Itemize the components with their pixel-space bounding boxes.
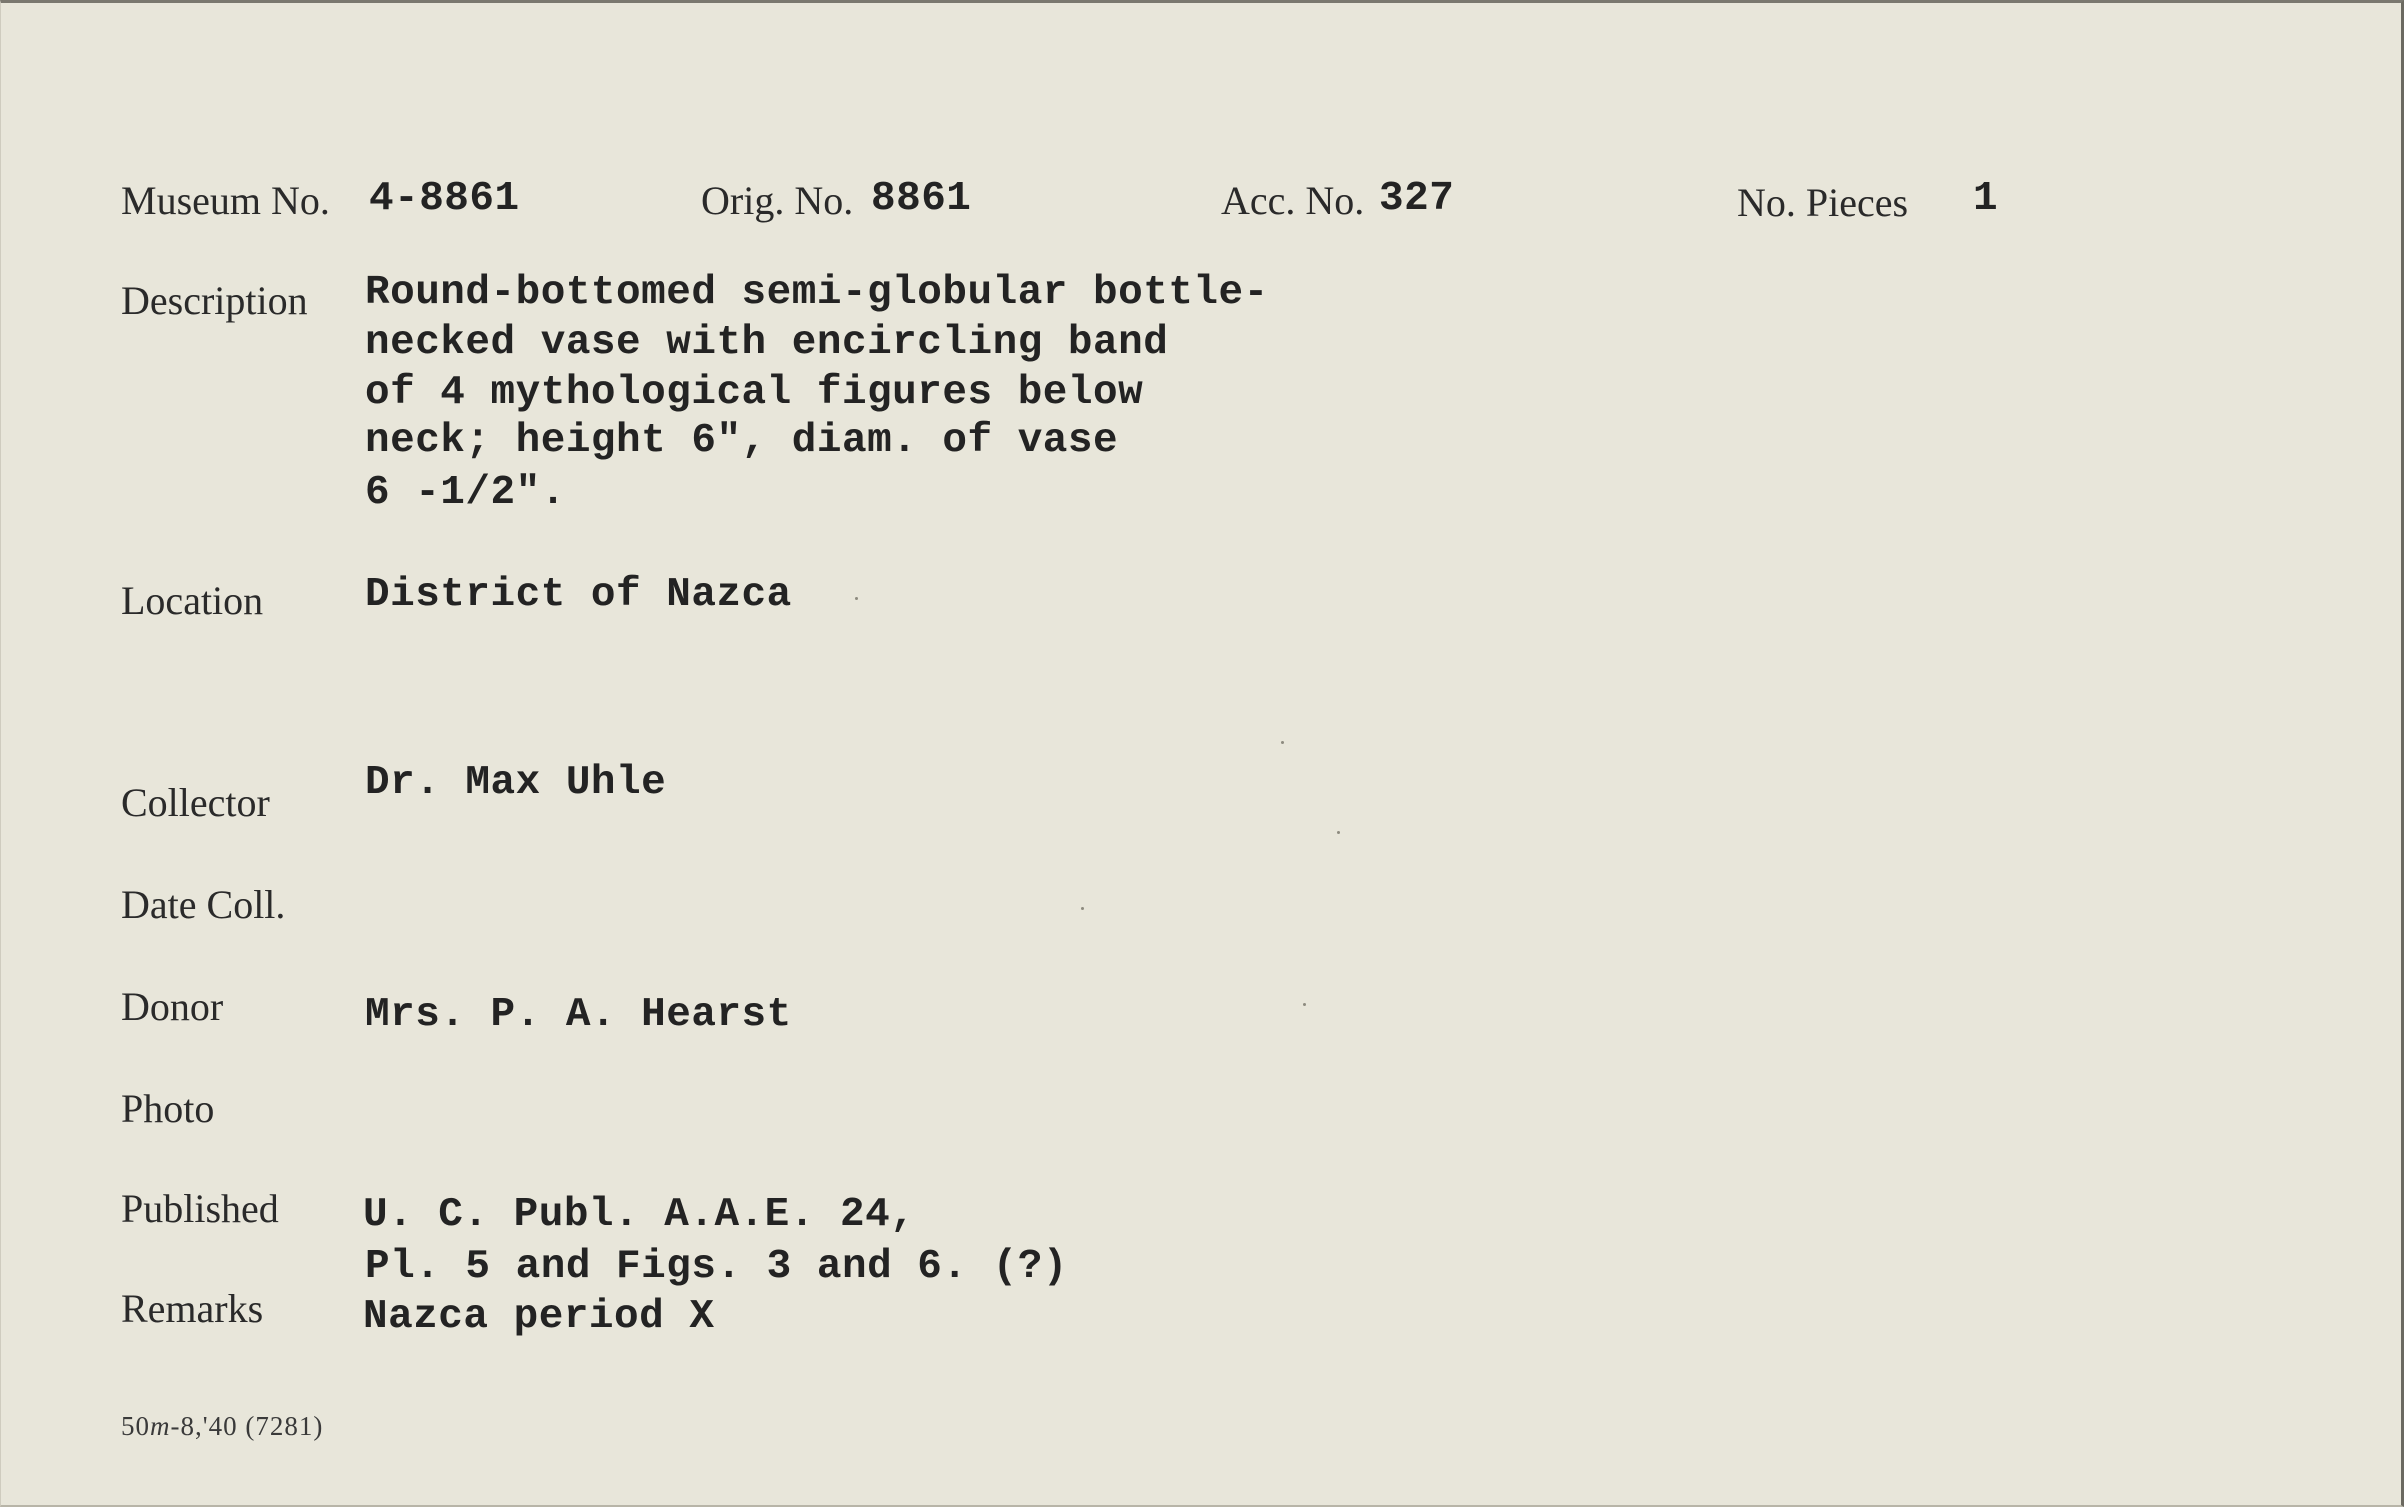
description-line: Round-bottomed semi-globular bottle- (365, 270, 1269, 316)
remarks-label: Remarks (121, 1286, 264, 1331)
no-pieces-value: 1 (1973, 176, 1999, 222)
donor-label: Donor (121, 984, 224, 1029)
print-code (121, 1411, 323, 1442)
paper-speck (1281, 741, 1284, 744)
acc-no-value: 327 (1379, 176, 1455, 222)
orig-no-label: Orig. No. (701, 178, 854, 223)
description-line: of 4 mythological figures below (365, 370, 1144, 416)
description-label: Description (121, 278, 308, 323)
description-line: neck; height 6", diam. of vase (365, 418, 1119, 464)
photo-label: Photo (121, 1086, 215, 1131)
published-line: Pl. 5 and Figs. 3 and 6. (?) (365, 1244, 1068, 1290)
published-line: U. C. Publ. A.A.E. 24, (363, 1192, 916, 1238)
paper-speck (1303, 1003, 1306, 1006)
description-line: 6 -1/2". (365, 470, 566, 516)
published-label: Published (121, 1186, 279, 1231)
museum-no-label: Museum No. (121, 178, 330, 223)
print-code-suffix: -8,'40 (7281) (170, 1411, 324, 1441)
print-code-prefix: 50 (121, 1411, 150, 1441)
date-coll-label: Date Coll. (121, 882, 286, 927)
print-code-italic: m (150, 1411, 171, 1441)
acc-no-label: Acc. No. (1221, 178, 1365, 223)
paper-speck (1081, 907, 1084, 910)
remarks-value: Nazca period X (363, 1294, 715, 1340)
paper-speck (855, 597, 858, 600)
collector-label: Collector (121, 780, 270, 825)
orig-no-value: 8861 (871, 176, 972, 222)
collector-value: Dr. Max Uhle (365, 760, 667, 806)
donor-value: Mrs. P. A. Hearst (365, 992, 792, 1038)
no-pieces-label: No. Pieces (1737, 180, 1909, 225)
paper-speck (1337, 831, 1340, 834)
description-line: necked vase with encircling band (365, 320, 1169, 366)
location-value: District of Nazca (365, 572, 792, 618)
museum-no-value: 4-8861 (369, 176, 520, 222)
location-label: Location (121, 578, 264, 623)
